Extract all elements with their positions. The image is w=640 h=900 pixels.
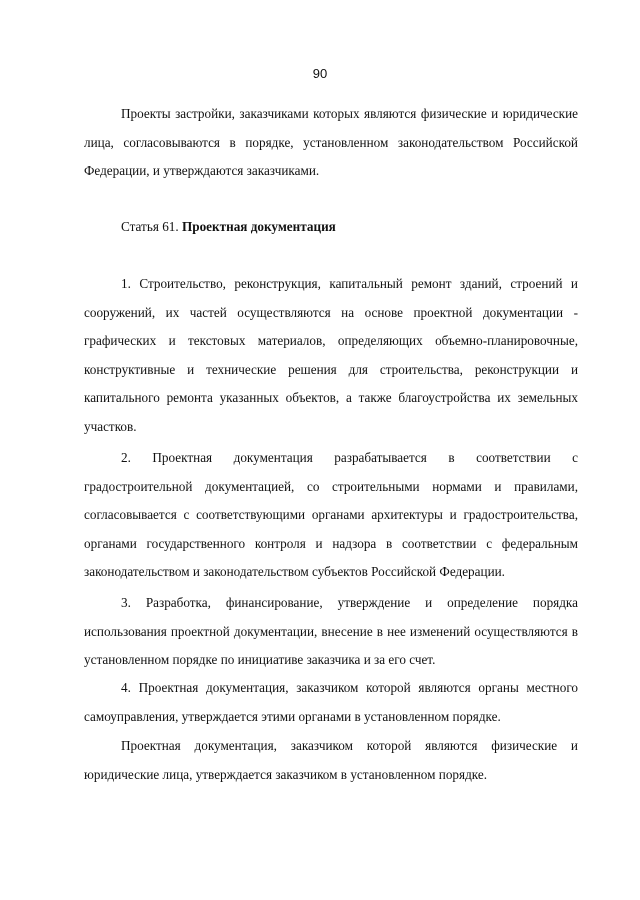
clause-2: 2. Проектная документация разрабатывается в соответствии с градостроительной документацией, со строительными нормами и правилами, согласовывается с соответствующими органами архитектуры и градостроительства, органами государственного контроля и надзора в соответствии с федеральным законодательством и законодательством субъектов Российской Федерации.	[84, 450, 578, 579]
article-label: Статья 61.	[121, 219, 179, 234]
page-number: 90	[312, 66, 328, 81]
article-title: Проектная документация	[181, 219, 336, 234]
article-heading	[121, 217, 336, 237]
clause-3: 3. Разработка, финансирование, утверждение и определение порядка использования проектной документации, внесение в нее изменений осуществляются в установленном порядке по инициативе заказчика и за его счет.	[84, 595, 578, 667]
closing-paragraph: Проектная документация, заказчиком которой являются физические и юридические лица, утверждается заказчиком в установленном порядке.	[84, 738, 578, 782]
clause-4: 4. Проектная документация, заказчиком которой являются органы местного самоуправления, утверждается этими органами в установленном порядке.	[84, 680, 578, 724]
clause-1: 1. Строительство, реконструкция, капитальный ремонт зданий, строений и сооружений, их частей осуществляются на основе проектной документации - графических и текстовых материалов, определяющих объемно-планировочные, конструктивные и технические решения для строительства, реконструкции и капитального ремонта указанных объектов, а также благоустройства их земельных участков.	[84, 276, 578, 434]
intro-paragraph: Проекты застройки, заказчиками которых являются физические и юридические лица, согласовываются в порядке, установленном законодательством Российской Федерации, и утверждаются заказчиками.	[84, 106, 578, 178]
